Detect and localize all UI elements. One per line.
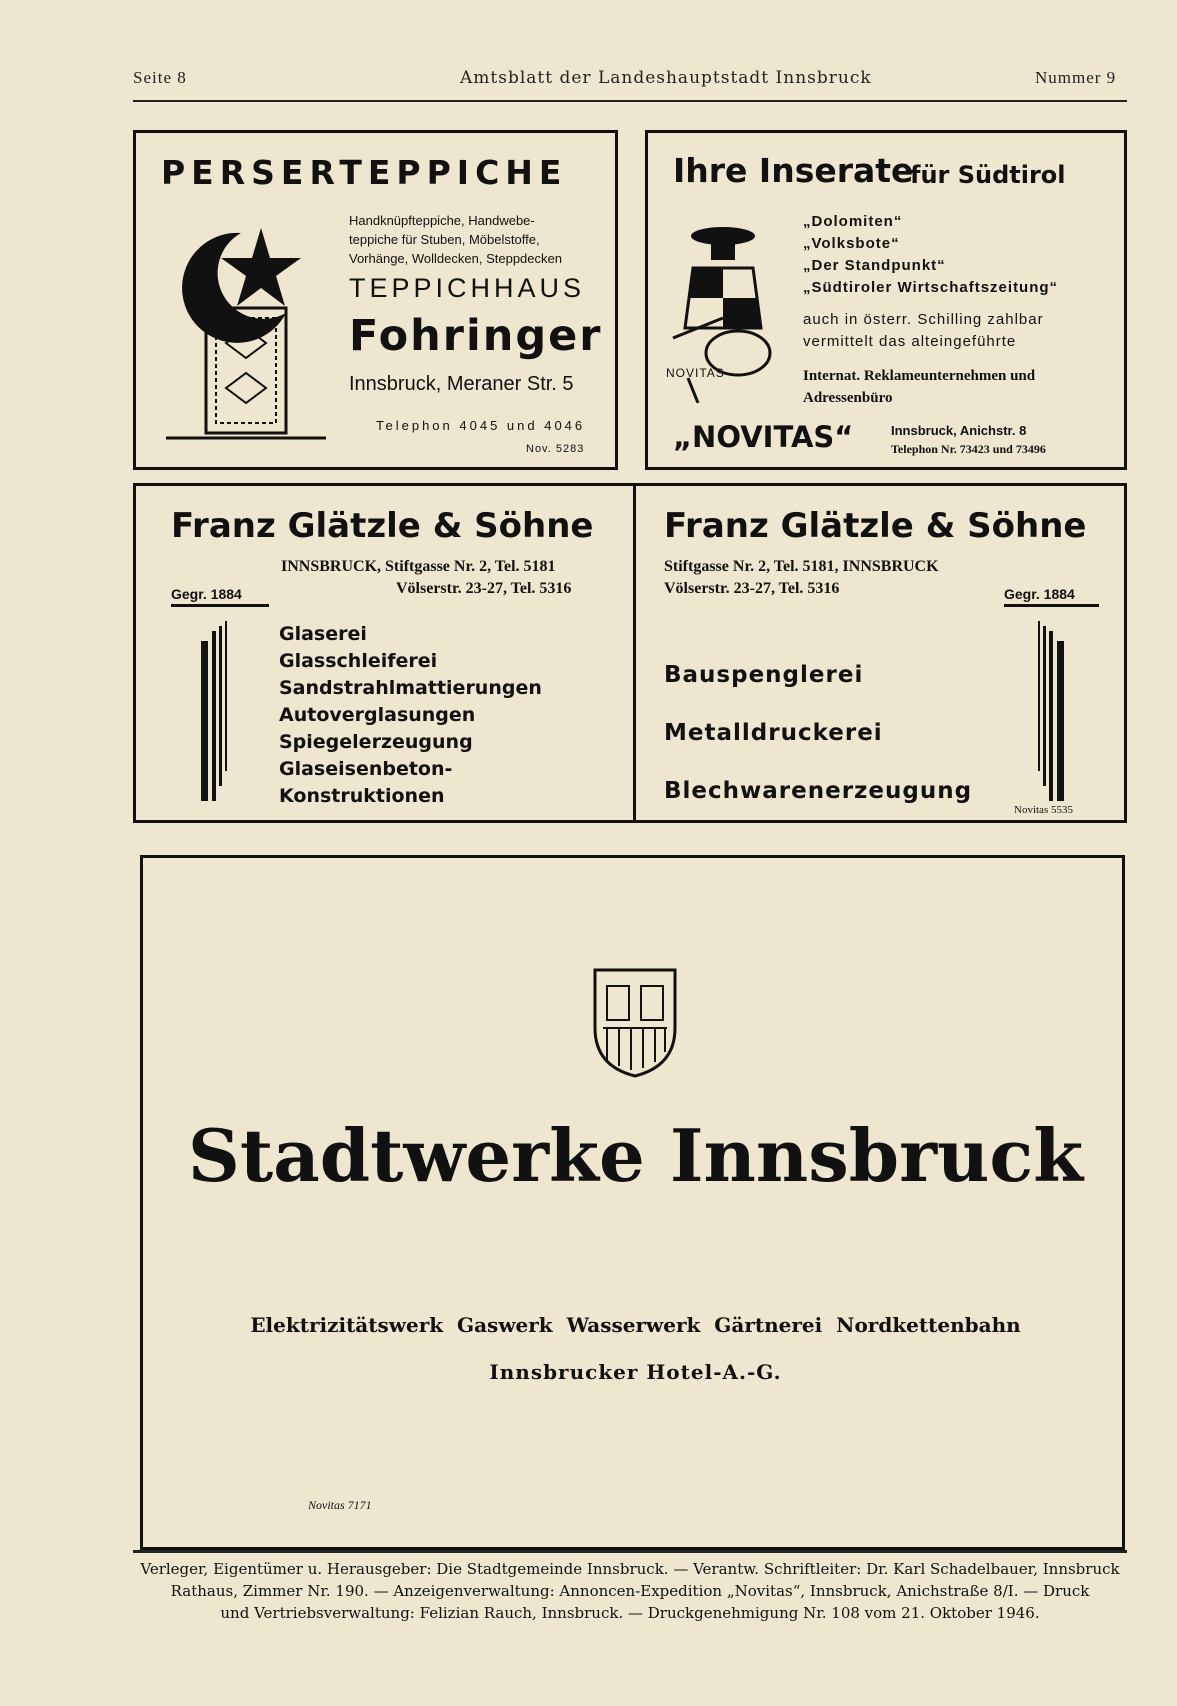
service-item: Spiegelerzeugung [279, 731, 473, 753]
payment-line: vermittelt das alteingeführte [803, 333, 1017, 350]
address-line-2: Völserstr. 23-27, Tel. 5316 [664, 580, 840, 597]
service-item: Konstruktionen [279, 785, 445, 807]
ad-reference: Nov. 5283 [526, 443, 585, 455]
agency-info [803, 365, 1035, 409]
decorative-stripes [201, 621, 229, 801]
issue-number: Nummer 9 [1035, 68, 1117, 87]
ad-reference: Novitas 5535 [1014, 804, 1073, 816]
hotel-company: Innsbrucker Hotel-A.-G. [489, 1360, 782, 1384]
payment-line: auch in österr. Schilling zahlbar [803, 311, 1044, 328]
divisions-list: Elektrizitätswerk Gaswerk Wasserwerk Gärtnerei Nordkettenbahn [250, 1313, 1021, 1337]
ad-title: Franz Glätzle & Söhne [171, 506, 594, 546]
service-item: Autoverglasungen [279, 704, 476, 726]
agency-phone: Telephon Nr. 73423 und 73496 [891, 442, 1046, 456]
crescent-star-rug-illustration [166, 213, 326, 453]
address-line-1: Stiftgasse Nr. 2, Tel. 5181, INNSBRUCK [664, 558, 939, 575]
company-phone: Telephon 4045 und 4046 [376, 418, 586, 433]
newspaper-item: „Dolomiten“ [803, 213, 903, 230]
founded-year: Gegr. 1884 [171, 586, 269, 607]
coat-of-arms-icon [593, 968, 677, 1078]
agency-address: Innsbruck, Anichstr. 8 [891, 423, 1027, 438]
ad-title: Franz Glätzle & Söhne [664, 506, 1087, 546]
page-number: Seite 8 [133, 68, 187, 87]
company-name: Fohringer [349, 311, 603, 361]
agency-line: Adressenbüro [803, 390, 893, 406]
newspaper-list [803, 211, 1058, 299]
company-address: Innsbruck, Meraner Str. 5 [349, 373, 574, 395]
agency-brand: „NOVITAS“ [673, 420, 854, 454]
address-line-1: INNSBRUCK, Stiftgasse Nr. 2, Tel. 5181 [281, 558, 556, 575]
imprint-line: und Vertriebsverwaltung: Felizian Rauch, Innsbruck. — Druckgenehmigung Nr. 108 vom 21. Oktober 1946. [220, 1604, 1040, 1622]
imprint [133, 1558, 1127, 1624]
newspaper-item: „Volksbote“ [803, 235, 900, 252]
ad-stadtwerke [140, 855, 1125, 1550]
ad-description [349, 211, 562, 268]
newspaper-item: „Südtiroler Wirtschaftszeitung“ [803, 279, 1059, 296]
service-list [664, 646, 972, 820]
desc-line: teppiche für Stuben, Möbelstoffe, [349, 232, 540, 247]
address-line-2: Völserstr. 23-27, Tel. 5316 [396, 580, 572, 597]
service-item: Glasschleiferei [279, 650, 438, 672]
payment-info [803, 309, 1044, 353]
newspaper-item: „Der Standpunkt“ [803, 257, 946, 274]
ad-title: PERSERTEPPICHE [161, 153, 568, 192]
ad-title-rest: für Südtirol [910, 161, 1066, 189]
service-item: Metalldruckerei [664, 720, 883, 746]
founded-year: Gegr. 1884 [1004, 586, 1099, 607]
header-rule [133, 100, 1127, 102]
service-item: Bauspenglerei [664, 662, 864, 688]
agency-line: Internat. Reklameunternehmen und [803, 368, 1036, 384]
service-item: Glaserei [279, 623, 367, 645]
service-list [279, 621, 542, 810]
publication-title: Amtsblatt der Landeshauptstadt Innsbruck [460, 68, 872, 88]
ad-glatzle-glaserei [133, 483, 633, 823]
company-type: TEPPICHHAUS [349, 273, 586, 303]
imprint-rule [133, 1550, 1127, 1553]
imprint-line: Rathaus, Zimmer Nr. 190. — Anzeigenverwaltung: Annoncen-Expedition „Novitas“, Innsbruck, Anichstraße 8/I. — Druck [170, 1582, 1090, 1600]
ad-glatzle-spenglerei [633, 483, 1127, 823]
ad-perserteppiche [133, 130, 618, 470]
decorative-stripes [1036, 621, 1064, 801]
stadtwerke-title: Stadtwerke Innsbruck [187, 1113, 1084, 1198]
ad-reference: Novitas 7171 [308, 1498, 372, 1512]
imprint-line: Verleger, Eigentümer u. Herausgeber: Die Stadtgemeinde Innsbruck. — Verantw. Schriftleiter: Dr. Karl Schadelbauer, Innsbruck [140, 1560, 1120, 1578]
desc-line: Handknüpfteppiche, Handwebe- [349, 213, 535, 228]
service-item: Blechwarenerzeugung [664, 778, 973, 804]
service-item: Sandstrahlmattierungen [279, 677, 542, 699]
service-item: Glaseisenbeton- [279, 758, 453, 780]
ad-title-main: Ihre Inserate [673, 151, 914, 190]
drum-label: NOVITAS [666, 366, 725, 380]
ad-inserate-suedtirol [645, 130, 1127, 470]
desc-line: Vorhänge, Wolldecken, Steppdecken [349, 251, 562, 266]
